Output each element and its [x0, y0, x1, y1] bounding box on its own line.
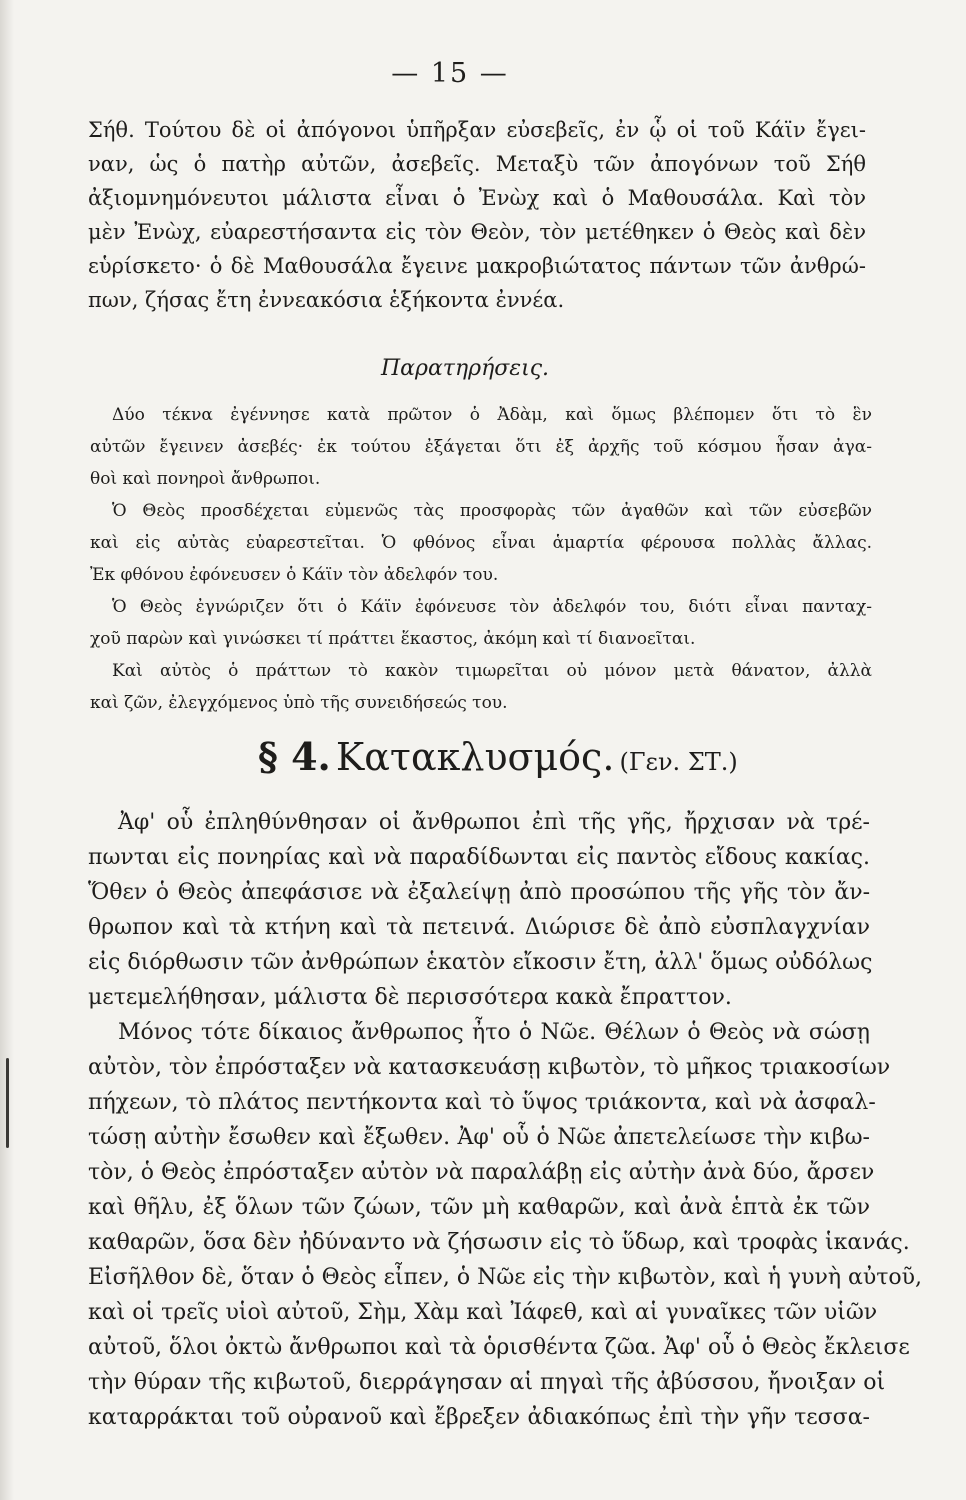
text-line: καὶ θῆλυ, ἐξ ὅλων τῶν ζώων, τῶν μὴ καθαρῶν, καὶ ἀνὰ ἑπτὰ ἐκ τῶν — [88, 1195, 870, 1220]
section-reference: (Γεν. ΣΤ.) — [619, 748, 738, 776]
text-line: μετεμελήθησαν, μάλιστα δὲ περισσότερα κακὰ ἔπραττον. — [88, 985, 732, 1010]
text-line: θρωπον καὶ τὰ κτήνη καὶ τὰ πετεινά. Διώρισε δὲ ἀπὸ εὐσπλαγχνίαν — [88, 915, 870, 940]
text-line: καὶ εἰς αὐτὰς εὐαρεστεῖται. Ὁ φθόνος εἶναι ἁμαρτία φέρουσα πολλὰς ἄλλας. — [90, 533, 872, 553]
text-line: καὶ ζῶν, ἐλεγχόμενος ὑπὸ τῆς συνειδήσεώς του. — [90, 693, 508, 713]
page-number: — 15 — — [391, 58, 509, 89]
text-line: καὶ οἱ τρεῖς υἱοὶ αὐτοῦ, Σὴμ, Χὰμ καὶ Ἰάφεθ, καὶ αἱ γυναῖκες τῶν υἱῶν — [88, 1300, 878, 1325]
text-line: θοὶ καὶ πονηροὶ ἄνθρωποι. — [90, 469, 321, 489]
section-heading — [258, 734, 738, 779]
text-line: Καὶ αὐτὸς ὁ πράττων τὸ κακὸν τιμωρεῖται οὐ μόνον μετὰ θάνατον, ἀλλὰ — [112, 661, 872, 681]
text-line: πωνται εἰς πονηρίας καὶ νὰ παραδίδωνται εἰς παντὸς εἴδους κακίας. — [88, 845, 870, 870]
text-line: αὐτῶν ἔγεινεν ἀσεβές· ἐκ τούτου ἐξάγεται ὅτι ἐξ ἀρχῆς τοῦ κόσμου ἦσαν ἀγα- — [90, 437, 872, 457]
page-edge-shadow — [0, 0, 14, 1500]
text-line: αὐτοῦ, ὅλοι ὀκτὼ ἄνθρωποι καὶ τὰ ὁρισθέντα ζῶα. Ἀφ' οὗ ὁ Θεὸς ἔκλεισε — [88, 1335, 910, 1360]
text-line: τὸν, ὁ Θεὸς ἐπρόσταξεν αὐτὸν νὰ παραλάβῃ εἰς αὐτὴν ἀνὰ δύο, ἄρσεν — [88, 1160, 875, 1185]
text-line: τώσῃ αὐτὴν ἔσωθεν καὶ ἔξωθεν. Ἀφ' οὗ ὁ Νῶε ἀπετελείωσε τὴν κιβω- — [88, 1125, 870, 1150]
text-line: Σήθ. Τούτου δὲ οἱ ἀπόγονοι ὑπῆρξαν εὐσεβεῖς, ἐν ᾧ οἱ τοῦ Κάϊν ἔγει- — [88, 118, 866, 142]
text-line: Δύο τέκνα ἐγέννησε κατὰ πρῶτον ὁ Ἀδὰμ, καὶ ὅμως βλέπομεν ὅτι τὸ ἓν — [112, 405, 872, 425]
text-line: τὴν θύραν τῆς κιβωτοῦ, διερράγησαν αἱ πηγαὶ τῆς ἀβύσσου, ἤνοιξαν οἱ — [88, 1370, 886, 1395]
section-number: § 4. — [258, 734, 331, 779]
section-title: Κατακλυσμός. — [335, 735, 615, 779]
text-line: εἰς διόρθωσιν τῶν ἀνθρώπων ἑκατὸν εἴκοσιν ἔτη, ἀλλ' ὅμως οὐδόλως — [88, 950, 873, 975]
text-line: Ὅθεν ὁ Θεὸς ἀπεφάσισε νὰ ἐξαλείψῃ ἀπὸ προσώπου τῆς γῆς τὸν ἄν- — [88, 880, 870, 905]
text-line: Ὁ Θεὸς ἐγνώριζεν ὅτι ὁ Κάϊν ἐφόνευσε τὸν ἀδελφόν του, διότι εἶναι πανταχ- — [112, 597, 872, 617]
text-line: εὑρίσκετο· ὁ δὲ Μαθουσάλα ἔγεινε μακροβιώτατος πάντων τῶν ἀνθρώ- — [88, 254, 866, 278]
text-line: πων, ζήσας ἔτη ἐννεακόσια ἑξήκοντα ἐννέα. — [88, 288, 565, 312]
text-line: χοῦ παρὼν καὶ γινώσκει τί πράττει ἕκαστος, ἀκόμη καὶ τί διανοεῖται. — [90, 629, 696, 649]
text-line: Ἀφ' οὗ ἐπληθύνθησαν οἱ ἄνθρωποι ἐπὶ τῆς γῆς, ἤρχισαν νὰ τρέ- — [118, 810, 870, 835]
text-line: Ὁ Θεὸς προσδέχεται εὐμενῶς τὰς προσφορὰς τῶν ἀγαθῶν καὶ τῶν εὐσεβῶν — [112, 501, 872, 521]
text-line: Εἰσῆλθον δὲ, ὅταν ὁ Θεὸς εἶπεν, ὁ Νῶε εἰς τὴν κιβωτὸν, καὶ ἡ γυνὴ αὐτοῦ, — [88, 1265, 923, 1290]
text-line: Ἐκ φθόνου ἐφόνευσεν ὁ Κάϊν τὸν ἀδελφόν του. — [90, 565, 499, 585]
text-line: ἀξιομνημόνευτοι μάλιστα εἶναι ὁ Ἐνὼχ καὶ ὁ Μαθουσάλα. Καὶ τὸν — [88, 186, 866, 210]
text-line: καθαρῶν, ὅσα δὲν ἠδύναντο νὰ ζήσωσιν εἰς τὸ ὕδωρ, καὶ τροφὰς ἱκανάς. — [88, 1230, 910, 1255]
text-line: ναν, ὡς ὁ πατὴρ αὐτῶν, ἀσεβεῖς. Μεταξὺ τῶν ἀπογόνων τοῦ Σήθ — [88, 152, 866, 176]
text-line: καταρράκται τοῦ οὐρανοῦ καὶ ἔβρεξεν ἀδιακόπως ἐπὶ τὴν γῆν τεσσα- — [88, 1405, 870, 1430]
text-line: αὐτὸν, τὸν ἐπρόσταξεν νὰ κατασκευάσῃ κιβωτὸν, τὸ μῆκος τριακοσίων — [88, 1055, 891, 1080]
observations-heading: Παρατηρήσεις. — [380, 356, 550, 381]
text-line: μὲν Ἐνὼχ, εὐαρεστήσαντα εἰς τὸν Θεὸν, τὸν μετέθηκεν ὁ Θεὸς καὶ δὲν — [88, 220, 866, 244]
text-line: πήχεων, τὸ πλάτος πεντήκοντα καὶ τὸ ὕψος τριάκοντα, καὶ νὰ ἀσφαλ- — [88, 1090, 876, 1115]
text-line: Μόνος τότε δίκαιος ἄνθρωπος ἦτο ὁ Νῶε. Θέλων ὁ Θεὸς νὰ σώσῃ — [118, 1020, 870, 1045]
page-edge-mark — [6, 1058, 9, 1148]
